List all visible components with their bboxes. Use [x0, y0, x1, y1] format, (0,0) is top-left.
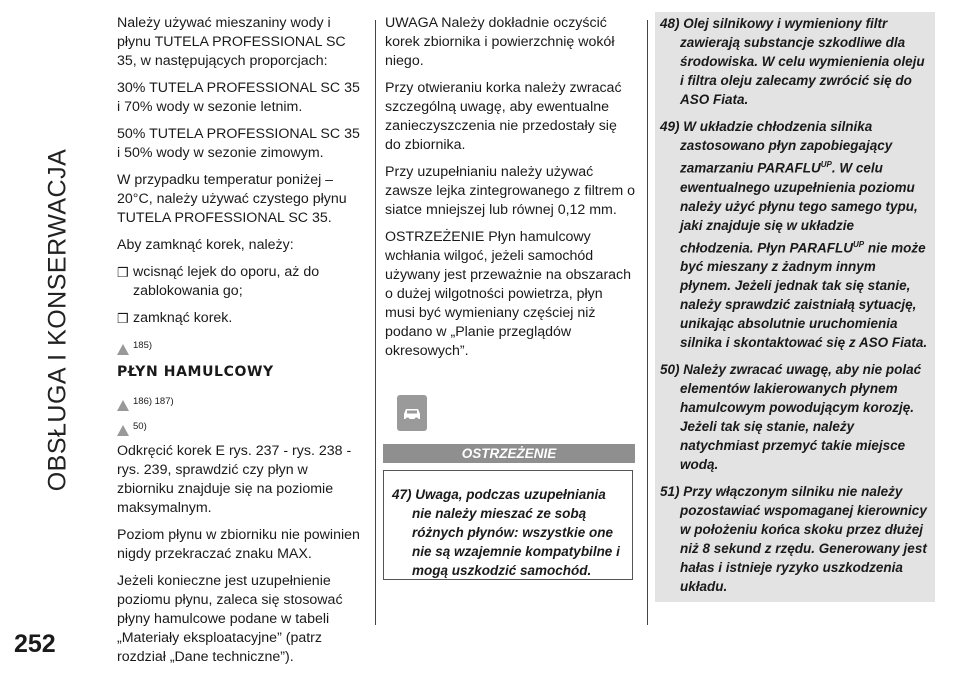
- paragraph: Aby zamknąć korek, należy:: [117, 237, 294, 253]
- list-item-text: wcisnąć lejek do oporu, aż do zablokowania go;: [133, 264, 320, 299]
- column-right: [660, 14, 930, 604]
- reference-text: 186) 187): [133, 396, 174, 407]
- paragraph: Odkręcić korek E rys. 237 - rys. 238 - rys. 239, sprawdzić czy płyn w zbiorniku znajduje się na poziomie maksymalnym.: [117, 443, 352, 516]
- superscript: UP: [820, 160, 832, 169]
- paragraph: OSTRZEŻENIE Płyn hamulcowy wchłania wilgoć, jeżeli samochód używany jest przeważnie na obszarach o dużej wilgotności powietrza, płyn musi być wymieniany częściej niż podano w „Planie przeglądów okresowych”.: [385, 229, 632, 359]
- paragraph: Poziom płynu w zbiorniku nie powinien nigdy przekraczać znaku MAX.: [117, 527, 360, 562]
- paragraph: Przy uzupełnianiu należy używać zawsze lejka zintegrowanego z filtrem o siatce mniejszej lub równej 0,12 mm.: [385, 164, 635, 218]
- superscript: UP: [853, 239, 865, 249]
- paragraph: 30% TUTELA PROFESSIONAL SC 35 i 70% wody w sezonie letnim.: [117, 80, 360, 115]
- column-divider: [375, 20, 376, 625]
- note-49-text-a: 49) W układzie chłodzenia silnika zastosowano płyn zapobiegający zamarzaniu PARAFLU: [660, 119, 893, 176]
- paragraph: 50% TUTELA PROFESSIONAL SC 35 i 50% wody w sezonie zimowym.: [117, 126, 360, 161]
- reference-marker: [117, 336, 360, 355]
- list-item: [117, 309, 360, 328]
- car-icon: [400, 400, 424, 426]
- paragraph: Jeżeli konieczne jest uzupełnienie poziomu płynu, zaleca się stosować płyny hamulcowe podane w tabeli „Materiały eksploatacyjne” (patrz rozdział „Dane techniczne”).: [117, 573, 343, 665]
- warning-triangle-icon: [117, 344, 129, 355]
- paragraph: W przypadku temperatur poniżej –20°C, należy używać czystego płynu TUTELA PROFESSIONAL SC 35.: [117, 172, 347, 226]
- column-middle: [385, 14, 635, 369]
- warning-note: 47) Uwaga, podczas uzupełniania nie należy mieszać ze sobą różnych płynów: wszystkie one nie są wzajemnie kompatybilne i mogą uszkodzić samochód.: [392, 487, 620, 578]
- reference-text: 50): [133, 421, 147, 432]
- note-50: 50) Należy zwracać uwagę, aby nie polać elementów lakierowanych płynem hamulcowym powodującym korozję. Jeżeli tak się stanie, należy natychmiast przemyć takie miejsce wodą.: [660, 362, 922, 472]
- column-divider: [647, 20, 648, 625]
- note-49: [660, 117, 930, 352]
- column-left: [117, 14, 360, 675]
- page-number: 252: [14, 630, 56, 658]
- warning-box: [383, 470, 633, 580]
- reference-marker: [117, 392, 360, 411]
- list-item-text: zamknąć korek.: [133, 310, 233, 326]
- warning-triangle-icon: [117, 425, 129, 436]
- note-51: 51) Przy włączonym silniku nie należy pozostawiać wspomaganej kierownicy w położeniu końca skoku przez dłużej niż 8 sekund z rzędu. Generowany jest hałas i istnieje ryzyko uszkodzenia układu.: [660, 484, 927, 594]
- note-48: 48) Olej silnikowy i wymieniony filtr zawierają substancje szkodliwe dla środowiska. W celu wymienienia oleju i filtra oleju zalecamy zwrócić się do ASO Fiata.: [660, 16, 925, 107]
- reference-marker: [117, 417, 360, 436]
- note-49-text-b: . W celu ewentualnego uzupełnienia poziomu należy użyć płynu tego samego typu, jaki znajduje się w układzie chłodzenia. Płyn PARAFLU: [680, 160, 918, 255]
- paragraph: Należy używać mieszaniny wody i płynu TUTELA PROFESSIONAL SC 35, w następujących proporcjach:: [117, 15, 346, 69]
- warning-title: OSTRZEŻENIE: [383, 444, 635, 463]
- section-heading: PŁYN HAMULCOWY: [117, 364, 274, 380]
- note-49-text-c: nie może być mieszany z żadnym innym płynem. Jeżeli jednak tak się stanie, należy sprawdzić zaistniałą sytuację, unikając absolutnie uruchomienia silnika i skontaktować się z ASO Fiata.: [680, 240, 928, 350]
- list-item: [117, 263, 360, 301]
- paragraph: Przy otwieraniu korka należy zwracać szczególną uwagę, aby ewentualne zanieczyszczenia nie przedostały się do zbiornika.: [385, 80, 622, 153]
- paragraph: UWAGA Należy dokładnie oczyścić korek zbiornika i powierzchnię wokół niego.: [385, 15, 615, 69]
- reference-text: 185): [133, 340, 153, 351]
- car-warning-icon: [397, 395, 427, 431]
- checkbox-bullet-icon: ❒: [117, 265, 129, 280]
- warning-triangle-icon: [117, 400, 129, 411]
- section-side-title: OBSŁUGA I KONSERWACJA: [43, 148, 72, 492]
- checkbox-bullet-icon: ❒: [117, 311, 129, 326]
